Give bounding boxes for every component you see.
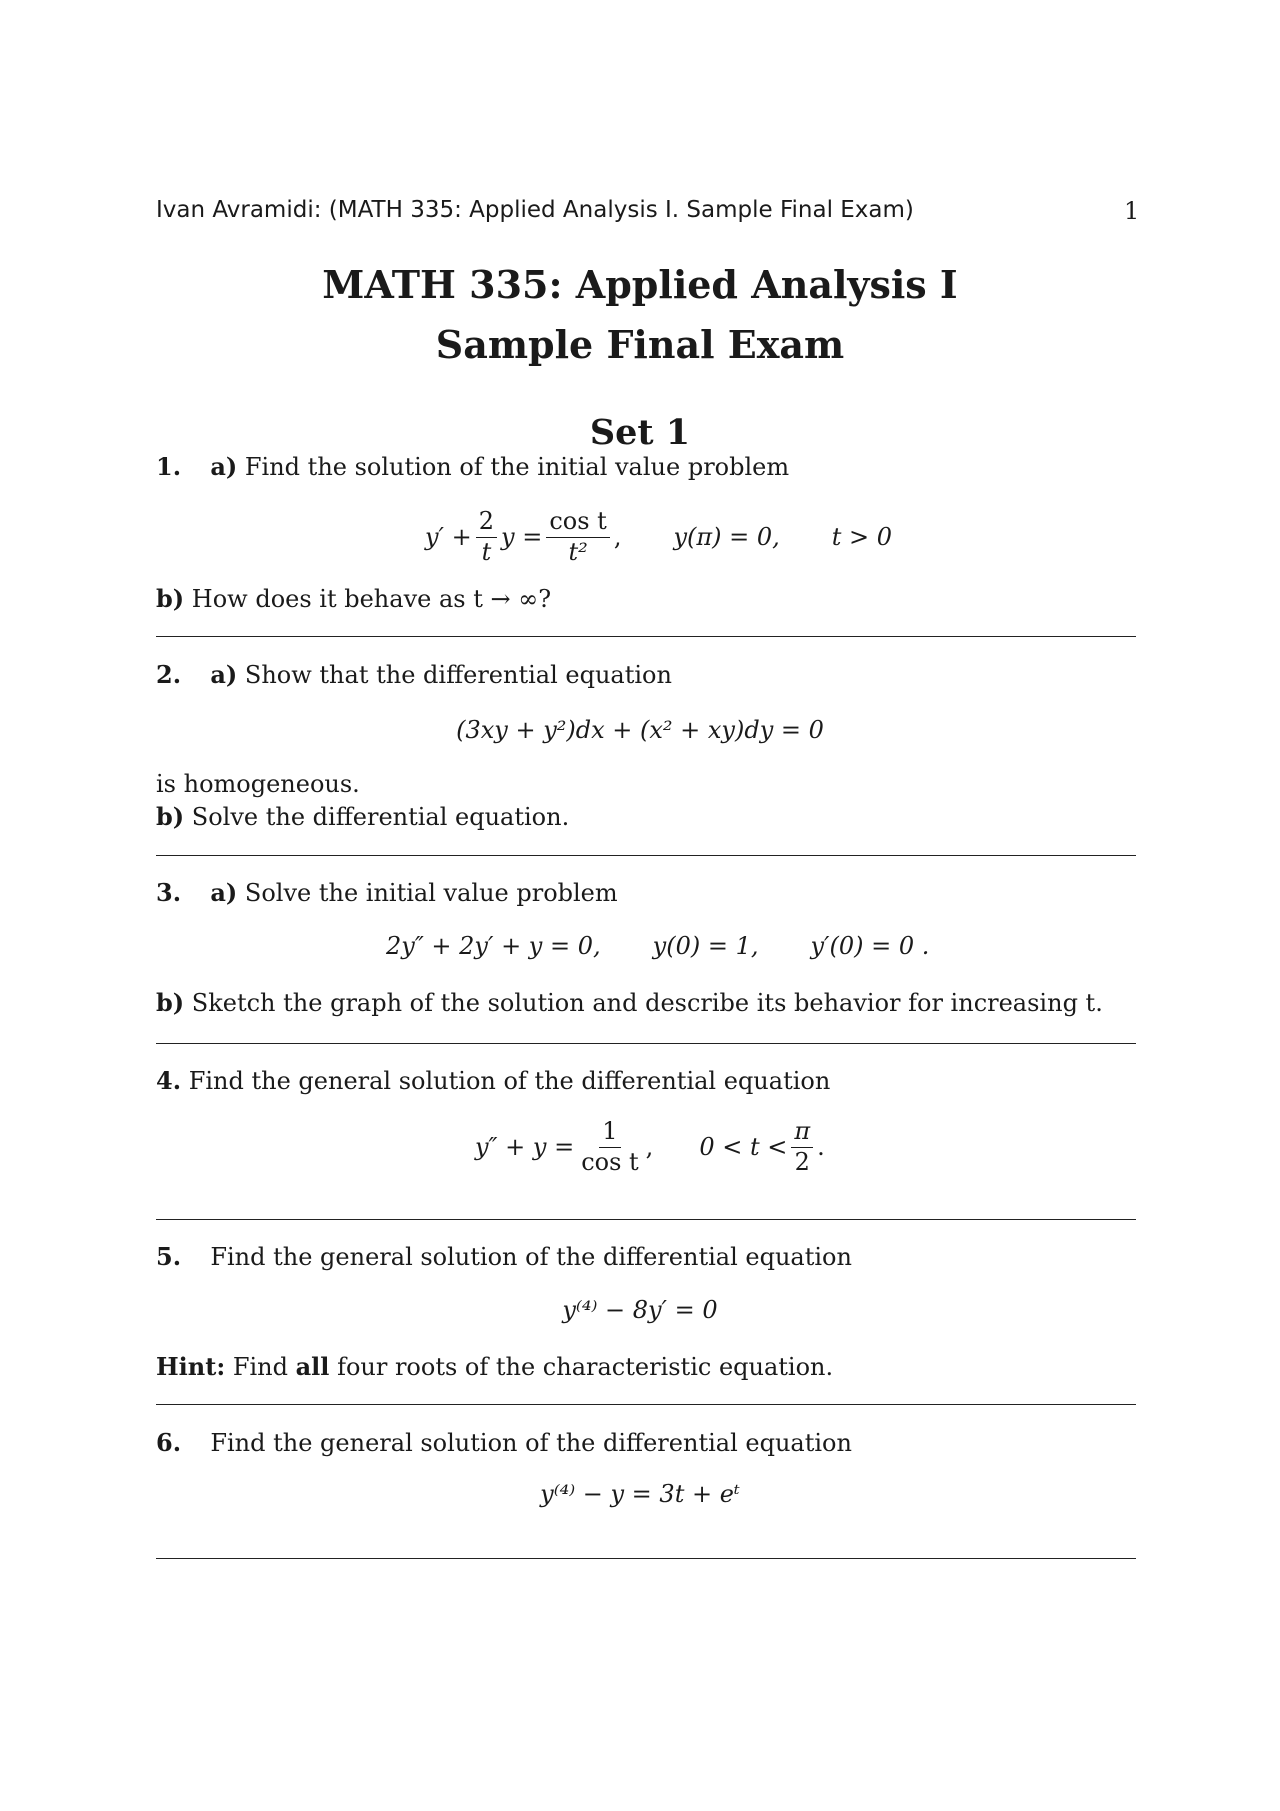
problem-4-equation: y″ + y = $\frac{1}{\text{cos t}}$ , 0 < t < $\frac{\pi}{2}$ . [475, 1117, 825, 1176]
divider [156, 1558, 1136, 1559]
problem-5-text: Find the general solution of the differential equation [210, 1243, 852, 1271]
problem-1-number: 1. [156, 452, 182, 481]
problem-2-number: 2. [156, 660, 182, 689]
initial-condition: y(π) = 0, [673, 523, 780, 551]
problem-3-statement [156, 878, 618, 907]
divider [156, 1043, 1136, 1044]
frac-numerator: π [791, 1119, 813, 1147]
initial-condition-1: y(0) = 1, [652, 932, 759, 960]
problem-1-part-b-text: How does it behave as t → ∞? [191, 585, 552, 613]
hint-emphasis: all [295, 1352, 330, 1381]
set-title: Set 1 [589, 412, 691, 453]
problem-1-statement [156, 452, 789, 481]
problem-2-part-b [156, 802, 569, 831]
exam-subtitle: Sample Final Exam [435, 322, 845, 367]
hint-post: four roots of the characteristic equation. [337, 1353, 834, 1381]
hint-label: Hint: [156, 1352, 226, 1381]
problem-3-equation [386, 932, 929, 960]
frac-numerator: 2 [476, 509, 497, 537]
problem-5-equation: y⁽⁴⁾ − 8y′ = 0 [562, 1296, 718, 1324]
problem-1-part-b [156, 584, 551, 613]
frac-denominator: t² [568, 537, 588, 566]
problem-2-part-a-label: a) [210, 660, 238, 689]
fraction-cos-over-t2 [546, 509, 609, 564]
hint-pre: Find [232, 1353, 288, 1381]
ode: 2y″ + 2y′ + y = 0, [386, 932, 601, 960]
problem-3-part-a-label: a) [210, 878, 238, 907]
domain-condition: 0 < t < [699, 1133, 788, 1161]
problem-2-part-a-text: Show that the differential equation [244, 661, 672, 689]
frac-denominator: t [481, 537, 492, 566]
fraction-2-over-t [476, 509, 497, 564]
domain-condition: t > 0 [831, 523, 893, 551]
running-header: Ivan Avramidi: (MATH 335: Applied Analysis I. Sample Final Exam) [156, 197, 914, 223]
problem-3-part-a-text: Solve the initial value problem [244, 879, 618, 907]
frac-denominator: 2 [794, 1147, 810, 1176]
problem-2-continuation: is homogeneous. [156, 770, 360, 798]
problem-2-part-b-label: b) [156, 802, 185, 831]
problem-6-text: Find the general solution of the differential equation [210, 1429, 852, 1457]
exam-title: MATH 335: Applied Analysis I [322, 262, 958, 307]
problem-2-equation: (3xy + y²)dx + (x² + xy)dy = 0 [456, 716, 824, 744]
eq-lhs: y″ + y = [475, 1133, 575, 1161]
divider [156, 1219, 1136, 1220]
divider [156, 855, 1136, 856]
problem-2-statement [156, 660, 672, 689]
problem-1-part-a-text: Find the solution of the initial value problem [244, 453, 790, 481]
problem-5-hint [156, 1352, 833, 1381]
problem-5-statement [156, 1242, 852, 1271]
problem-6-equation: y⁽⁴⁾ − y = 3t + eᵗ [540, 1480, 740, 1508]
divider [156, 1404, 1136, 1405]
fraction-pi-over-2 [791, 1119, 813, 1174]
problem-3-part-b-text: Sketch the graph of the solution and describe its behavior for increasing t. [191, 989, 1103, 1017]
problem-1-part-b-label: b) [156, 584, 185, 613]
problem-4-statement [156, 1066, 830, 1095]
problem-6-statement [156, 1428, 852, 1457]
problem-1-equation: y′ + $\frac{2}{t}$ y = $\frac{\text{cos t}}{\text{t²}}$ , y(π) = 0, t > 0 [425, 507, 893, 566]
problem-4-text: Find the general solution of the differential equation [188, 1067, 831, 1095]
divider [156, 636, 1136, 637]
problem-5-number: 5. [156, 1242, 182, 1271]
problem-4-number: 4. [156, 1066, 182, 1095]
problem-3-number: 3. [156, 878, 182, 907]
problem-3-part-b [156, 988, 1103, 1017]
page-number: 1 [1124, 197, 1140, 225]
eq-lhs: y′ + [425, 523, 472, 551]
problem-6-number: 6. [156, 1428, 182, 1457]
problem-1-part-a-label: a) [210, 452, 238, 481]
problem-3-part-b-label: b) [156, 988, 185, 1017]
frac-numerator: cos t [546, 509, 609, 537]
eq-middle: y = [501, 523, 543, 551]
initial-condition-2: y′(0) = 0 . [810, 932, 930, 960]
problem-2-part-b-text: Solve the differential equation. [191, 803, 570, 831]
frac-numerator: 1 [599, 1119, 620, 1147]
frac-denominator: cos t [581, 1147, 639, 1176]
fraction-1-over-cos [578, 1119, 641, 1174]
